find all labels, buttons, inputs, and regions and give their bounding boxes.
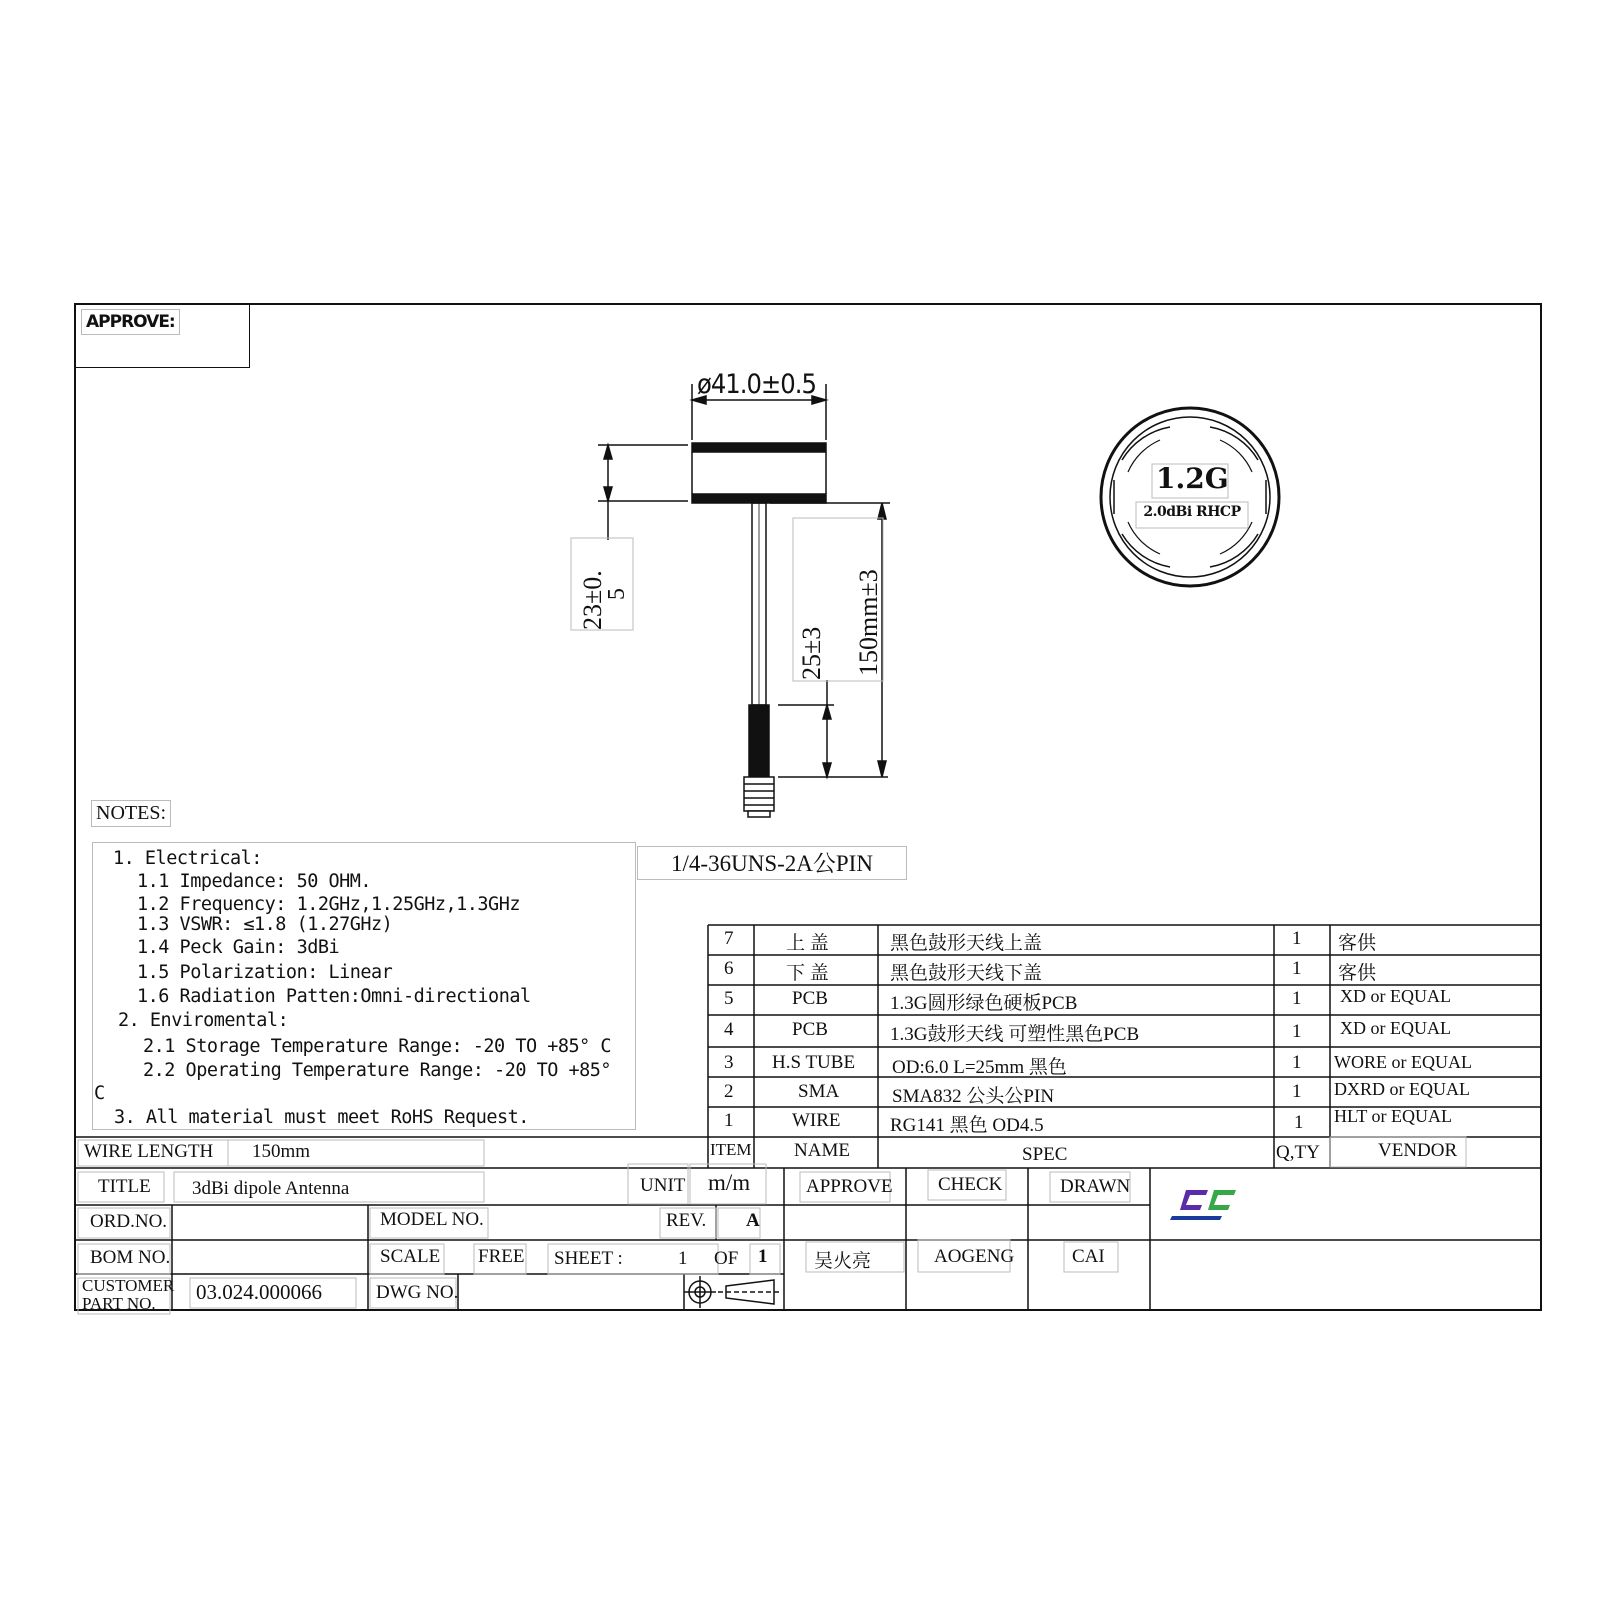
bom-qty: 1 xyxy=(1292,958,1302,979)
bom-item: 7 xyxy=(724,928,734,949)
customer-part-value: 03.024.000066 xyxy=(196,1280,322,1304)
label-disc xyxy=(1101,408,1279,586)
notes-title: NOTES: xyxy=(91,800,171,827)
bom-header-item: ITEM xyxy=(710,1140,752,1159)
bom-spec: 黑色鼓形天线上盖 xyxy=(890,933,1043,954)
bom-name: PCB xyxy=(792,988,828,1009)
bom-spec: 1.3G鼓形天线 可塑性黑色PCB xyxy=(890,1024,1140,1045)
sheet-label: SHEET : xyxy=(554,1248,623,1269)
note-line: 2.2 Operating Temperature Range: -20 TO +85° xyxy=(143,1060,612,1081)
bom-item: 5 xyxy=(724,988,734,1009)
wire-length-value: 150mm xyxy=(252,1141,311,1162)
bom-name: SMA xyxy=(798,1081,840,1102)
bom-vendor: XD or EQUAL xyxy=(1340,986,1451,1006)
title-value: 3dBi dipole Antenna xyxy=(192,1178,350,1199)
drawn-signature: CAI xyxy=(1072,1246,1105,1267)
bom-item: 3 xyxy=(724,1052,734,1073)
bom-name: H.S TUBE xyxy=(772,1052,856,1073)
check-signature: AOGENG xyxy=(934,1246,1015,1267)
note-line: 2.1 Storage Temperature Range: -20 TO +85° C xyxy=(143,1036,612,1057)
bom-qty: 1 xyxy=(1292,928,1302,949)
note-line: 1. Electrical: xyxy=(113,848,262,869)
bom-name: 上 盖 xyxy=(786,933,829,954)
drawn-column-label: DRAWN xyxy=(1060,1176,1131,1197)
of-value: 1 xyxy=(758,1246,768,1267)
approve-column-label: APPROVE xyxy=(806,1176,893,1197)
bom-qty: 1 xyxy=(1292,1052,1302,1073)
dwg-no-label: DWG NO. xyxy=(376,1282,459,1303)
heat-shrink-tube xyxy=(749,705,769,777)
note-line: 1.1 Impedance: 50 OHM. xyxy=(137,871,372,892)
bom-qty: 1 xyxy=(1292,1081,1302,1102)
bom-header-vendor: VENDOR xyxy=(1378,1140,1458,1161)
cable-total-dimension: 150mm±3 xyxy=(854,569,883,676)
bom-qty: 1 xyxy=(1292,988,1302,1009)
bom-no-label: BOM NO. xyxy=(90,1247,171,1268)
bom-spec: 1.3G圆形绿色硬板PCB xyxy=(890,993,1078,1014)
cable-short-dimension: 25±3 xyxy=(797,626,826,680)
note-line: 1.2 Frequency: 1.2GHz,1.25GHz,1.3GHz xyxy=(137,894,520,915)
bom-spec: OD:6.0 L=25mm 黑色 xyxy=(892,1057,1067,1078)
note-line: 3. All material must meet RoHS Request. xyxy=(114,1107,529,1128)
customer-part-label-1: CUSTOMER xyxy=(82,1276,175,1295)
scale-value: FREE xyxy=(478,1246,525,1267)
bom-spec: RG141 黑色 OD4.5 xyxy=(890,1115,1044,1136)
bom-header-spec: SPEC xyxy=(1022,1144,1068,1165)
rev-label: REV. xyxy=(666,1210,707,1231)
bom-spec: SMA832 公头公PIN xyxy=(892,1086,1055,1107)
of-label: OF xyxy=(714,1248,739,1269)
bom-item: 2 xyxy=(724,1081,734,1102)
customer-part-label-2: PART NO. xyxy=(82,1294,156,1313)
sheet-value: 1 xyxy=(678,1248,688,1269)
bom-name: 下 盖 xyxy=(786,963,829,984)
bom-vendor: XD or EQUAL xyxy=(1340,1018,1451,1038)
disc-label-gain: 2.0dBi RHCP xyxy=(1143,504,1241,520)
bom-qty: 1 xyxy=(1294,1112,1304,1133)
wire-length-label: WIRE LENGTH xyxy=(84,1141,214,1162)
bom-name: WIRE xyxy=(792,1110,841,1131)
bom-item: 6 xyxy=(724,958,734,979)
note-line: 1.5 Polarization: Linear xyxy=(137,962,393,983)
scale-label: SCALE xyxy=(380,1246,441,1267)
bom-name: PCB xyxy=(792,1019,828,1040)
diameter-dimension: ø41.0±0.5 xyxy=(697,369,816,400)
approve-signature: 吴火亮 xyxy=(814,1251,872,1272)
disc-label-frequency: 1.2G xyxy=(1156,462,1229,495)
note-line: 1.3 VSWR: ≤1.8 (1.27GHz) xyxy=(137,914,393,935)
height-dimension-a: 23±0. xyxy=(578,570,607,630)
bom-qty: 1 xyxy=(1292,1021,1302,1042)
bom-spec: 黑色鼓形天线下盖 xyxy=(890,963,1043,984)
bom-vendor: WORE or EQUAL xyxy=(1334,1052,1472,1072)
note-line: 2. Enviromental: xyxy=(118,1010,289,1031)
projection-symbol xyxy=(684,1276,782,1308)
thread-spec: 1/4-36UNS-2A公PIN xyxy=(637,846,907,880)
bom-header-qty: Q,TY xyxy=(1276,1142,1320,1163)
bom-header-name: NAME xyxy=(794,1140,850,1161)
ord-no-label: ORD.NO. xyxy=(90,1211,168,1232)
drum-bottom-cap xyxy=(692,494,826,503)
unit-value: m/m xyxy=(708,1170,751,1195)
bom-vendor: DXRD or EQUAL xyxy=(1334,1079,1470,1099)
unit-label: UNIT xyxy=(640,1175,686,1196)
height-dimension-b: 5 xyxy=(604,588,630,600)
drum-top-cap xyxy=(692,443,826,452)
bom-item: 4 xyxy=(724,1019,734,1040)
model-no-label: MODEL NO. xyxy=(380,1209,484,1230)
approve-stamp-label: APPROVE: xyxy=(81,309,180,335)
note-line: 1.6 Radiation Patten:Omni-directional xyxy=(137,986,531,1007)
sma-connector xyxy=(744,777,774,811)
bom-vendor: 客供 xyxy=(1338,963,1377,984)
bom-vendor: 客供 xyxy=(1338,933,1377,954)
bom-vendor: HLT or EQUAL xyxy=(1334,1106,1452,1126)
rev-value: A xyxy=(746,1210,760,1231)
note-line: C xyxy=(94,1083,105,1104)
bom-item: 1 xyxy=(724,1110,734,1131)
check-column-label: CHECK xyxy=(938,1174,1003,1195)
title-label: TITLE xyxy=(98,1176,151,1197)
note-line: 1.4 Peck Gain: 3dBi xyxy=(137,937,340,958)
